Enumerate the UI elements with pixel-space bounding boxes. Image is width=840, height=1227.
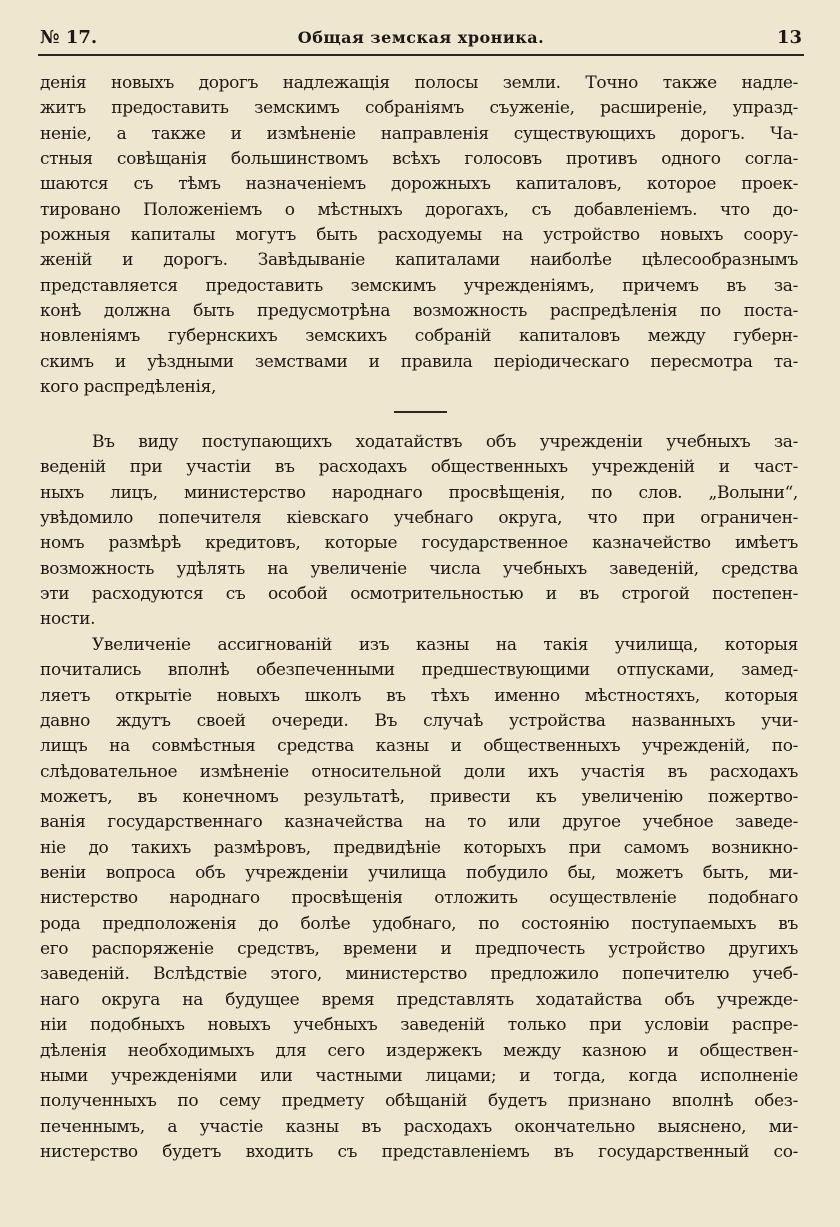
text-line: денія новыхъ дорогъ надлежащія полосы земли. Точно также надле- <box>40 73 798 93</box>
text-line: можетъ, въ конечномъ результатѣ, привести къ увеличенію пожертво- <box>40 787 798 808</box>
text-line: скимъ и уѣздными земствами и правила періодическаго пересмотра та- <box>40 351 798 372</box>
text-line: Увеличеніе ассигнованій изъ казны на такія училища, которыя <box>92 635 798 655</box>
text-line: заведеній. Вслѣдствіе этого, министерство предложило попечителю учеб- <box>40 964 798 985</box>
text-line: представляется предоставить земскимъ учрежденіямъ, причемъ въ за- <box>40 275 798 296</box>
text-line: дѣленія необходимыхъ для сего издержекъ между казною и обществен- <box>40 1040 798 1061</box>
text-line: веденій при участіи въ расходахъ общественныхъ учрежденій и част- <box>40 457 798 478</box>
text-line: новленіямъ губернскихъ земскихъ собраній капиталовъ между губерн- <box>40 326 798 347</box>
text-line: шаются съ тѣмъ назначеніемъ дорожныхъ капиталовъ, которое проек- <box>40 174 798 195</box>
text-line: ляетъ открытіе новыхъ школъ въ тѣхъ именно мѣстностяхъ, которыя <box>40 685 798 706</box>
text-line: увѣдомило попечителя кіевскаго учебнаго округа, что при ограничен- <box>40 508 798 529</box>
text-line: рожныя капиталы могутъ быть расходуемы на устройство новыхъ соору- <box>40 225 798 246</box>
text-line: почитались вполнѣ обезпеченными предшествующими отпусками, замед- <box>40 660 798 681</box>
paragraph-3 <box>40 633 798 1165</box>
text-line: нистерство будетъ входить съ представленіемъ въ государственный со- <box>40 1141 798 1162</box>
text-line: полученныхъ по сему предмету обѣщаній будетъ признано вполнѣ обез- <box>40 1091 798 1112</box>
text-line: конѣ должна быть предусмотрѣна возможность распредѣленія по поста- <box>40 301 798 322</box>
text-line: ванія государственнаго казначейства на то или другое учебное заведе- <box>40 812 798 833</box>
text-line: номъ размѣрѣ кредитовъ, которые государственное казначейство имѣетъ <box>40 533 798 554</box>
text-line: житъ предоставить земскимъ собраніямъ съуженіе, расширеніе, упразд- <box>40 98 798 119</box>
text-line: кого распредѣленія, <box>40 377 217 398</box>
text-line: ніи подобныхъ новыхъ учебныхъ заведеній только при условіи распре- <box>40 1015 798 1036</box>
text-line: ности. <box>40 609 96 630</box>
text-line: веніи вопроса объ учрежденіи училища побудило бы, можетъ быть, ми- <box>40 863 798 884</box>
text-line: ныхъ лицъ, министерство народнаго просвѣщенія, по слов. „Волыни“, <box>40 482 798 503</box>
text-line: рода предположенія до болѣе удобнаго, по состоянію поступаемыхъ въ <box>40 913 798 934</box>
issue-number: № 17. <box>40 27 98 48</box>
paragraph-1 <box>40 71 798 400</box>
text-line: его распоряженіе средствъ, времени и предпочесть устройство другихъ <box>40 939 798 960</box>
running-header <box>40 28 802 48</box>
text-line: Въ виду поступающихъ ходатайствъ объ учрежденіи учебныхъ за- <box>92 432 798 452</box>
running-title: Общая земская хроника. <box>297 28 545 47</box>
text-line: лищъ на совмѣстныя средства казны и общественныхъ учрежденій, по- <box>40 736 798 757</box>
text-line: тировано Положеніемъ о мѣстныхъ дорогахъ, съ добавленіемъ. что до- <box>40 199 798 220</box>
text-line: женій и дорогъ. Завѣдываніе капиталами наиболѣе цѣлесообразнымъ <box>40 250 798 271</box>
text-line: печеннымъ, а участіе казны въ расходахъ окончательно выяснено, ми- <box>40 1116 798 1137</box>
text-line: давно ждутъ своей очереди. Въ случаѣ устройства названныхъ учи- <box>40 711 798 732</box>
text-line: ніе до такихъ размѣровъ, предвидѣніе которыхъ при самомъ возникно- <box>40 837 798 858</box>
text-line: наго округа на будущее время представлять ходатайства объ учрежде- <box>40 989 798 1010</box>
text-line: слѣдовательное измѣненіе относительной доли ихъ участія въ расходахъ <box>40 761 798 782</box>
header-rule <box>38 54 804 56</box>
text-line: нистерство народнаго просвѣщенія отложить осуществленіе подобнаго <box>40 888 798 909</box>
text-line: эти расходуются съ особой осмотрительностью и въ строгой постепен- <box>40 584 798 605</box>
text-line: возможность удѣлять на увеличеніе числа учебныхъ заведеній, средства <box>40 558 798 579</box>
paragraph-2 <box>40 430 798 633</box>
text-line: стныя совѣщанія большинствомъ всѣхъ голосовъ противъ одного согла- <box>40 149 798 170</box>
section-divider <box>394 411 447 413</box>
page-number: 13 <box>776 27 802 48</box>
text-line: ными учрежденіями или частными лицами; и тогда, когда исполненіе <box>40 1065 798 1086</box>
text-line: неніе, а также и измѣненіе направленія существующихъ дорогъ. Ча- <box>40 123 798 144</box>
